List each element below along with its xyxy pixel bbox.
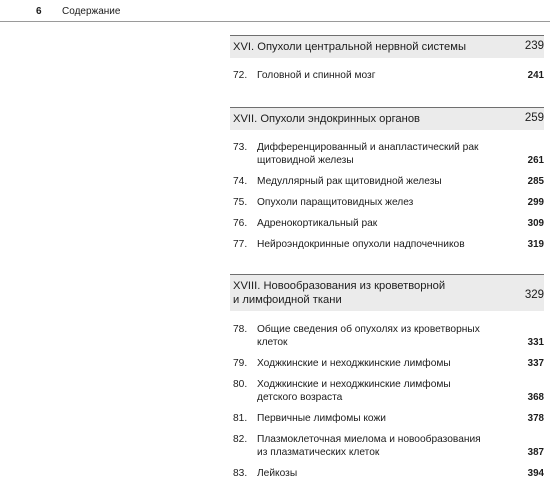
entry-number: 73. (233, 142, 248, 153)
toc-section-xvi (230, 35, 544, 82)
toc-entry[interactable] (230, 238, 544, 251)
section-page: 329 (524, 289, 544, 301)
toc-entry[interactable] (230, 175, 544, 188)
entry-number: 80. (233, 379, 248, 390)
section-title: XVIII. Новообразования из кроветворной и лимфоидной ткани (233, 280, 446, 306)
entry-number: 77. (233, 239, 248, 250)
toc-entry[interactable] (230, 357, 544, 370)
section-page: 239 (524, 40, 544, 52)
entry-page: 337 (527, 358, 544, 369)
toc-entry[interactable] (230, 69, 544, 82)
entry-title: Лейкозы (257, 468, 298, 479)
entry-title: Нейроэндокринные опухоли надпочечников (257, 239, 465, 250)
entry-page: 241 (527, 70, 544, 81)
section-page: 259 (524, 112, 544, 124)
running-head (0, 0, 550, 22)
entry-page: 309 (527, 218, 544, 229)
toc-section-xvii (230, 107, 544, 251)
entry-title: Адренокортикальный рак (257, 218, 378, 229)
section-title: XVI. Опухоли центральной нервной системы (233, 41, 467, 53)
section-heading (230, 35, 544, 58)
section-heading (230, 107, 544, 130)
section-title: XVII. Опухоли эндокринных органов (233, 113, 420, 125)
entry-page: 299 (527, 197, 544, 208)
entry-number: 78. (233, 324, 248, 335)
entry-number: 76. (233, 218, 248, 229)
entry-page: 319 (527, 239, 544, 250)
entry-title: Ходжкинские и неходжкинские лимфомы детского возраста (257, 379, 451, 403)
toc-entry[interactable] (230, 196, 544, 209)
toc-entry[interactable] (230, 412, 544, 425)
entry-title: Медуллярный рак щитовидной железы (257, 176, 442, 187)
entry-number: 72. (233, 70, 248, 81)
entry-page: 285 (527, 176, 544, 187)
entry-page: 368 (527, 392, 544, 403)
toc-entry[interactable] (230, 217, 544, 230)
entry-page: 394 (527, 468, 544, 479)
toc-entry[interactable] (230, 467, 544, 480)
toc-entry[interactable] (230, 141, 544, 167)
toc-entry[interactable] (230, 323, 544, 349)
entry-title: Ходжкинские и неходжкинские лимфомы (257, 358, 451, 369)
entry-title: Дифференцированный и анапластический рак щитовидной железы (257, 142, 479, 166)
entry-title: Общие сведения об опухолях из кроветворных клеток (257, 324, 480, 348)
entry-page: 331 (527, 337, 544, 348)
entry-title: Плазмоклеточная миелома и новообразования из плазматических клеток (257, 434, 481, 458)
entry-page: 261 (527, 155, 544, 166)
entry-number: 82. (233, 434, 248, 445)
entry-number: 81. (233, 413, 248, 424)
toc-section-xviii (230, 274, 544, 480)
toc-entry[interactable] (230, 378, 544, 404)
entry-page: 378 (527, 413, 544, 424)
running-head-title: Содержание (62, 6, 121, 17)
page-number: 6 (36, 6, 42, 17)
entry-title: Опухоли паращитовидных желез (257, 197, 414, 208)
toc-entry[interactable] (230, 433, 544, 459)
entry-page: 387 (527, 447, 544, 458)
entry-number: 75. (233, 197, 248, 208)
entry-title: Головной и спинной мозг (257, 70, 376, 81)
section-heading (230, 274, 544, 311)
entry-number: 79. (233, 358, 248, 369)
entry-title: Первичные лимфомы кожи (257, 413, 386, 424)
entry-number: 74. (233, 176, 248, 187)
header-rule (0, 21, 550, 22)
entry-number: 83. (233, 468, 248, 479)
